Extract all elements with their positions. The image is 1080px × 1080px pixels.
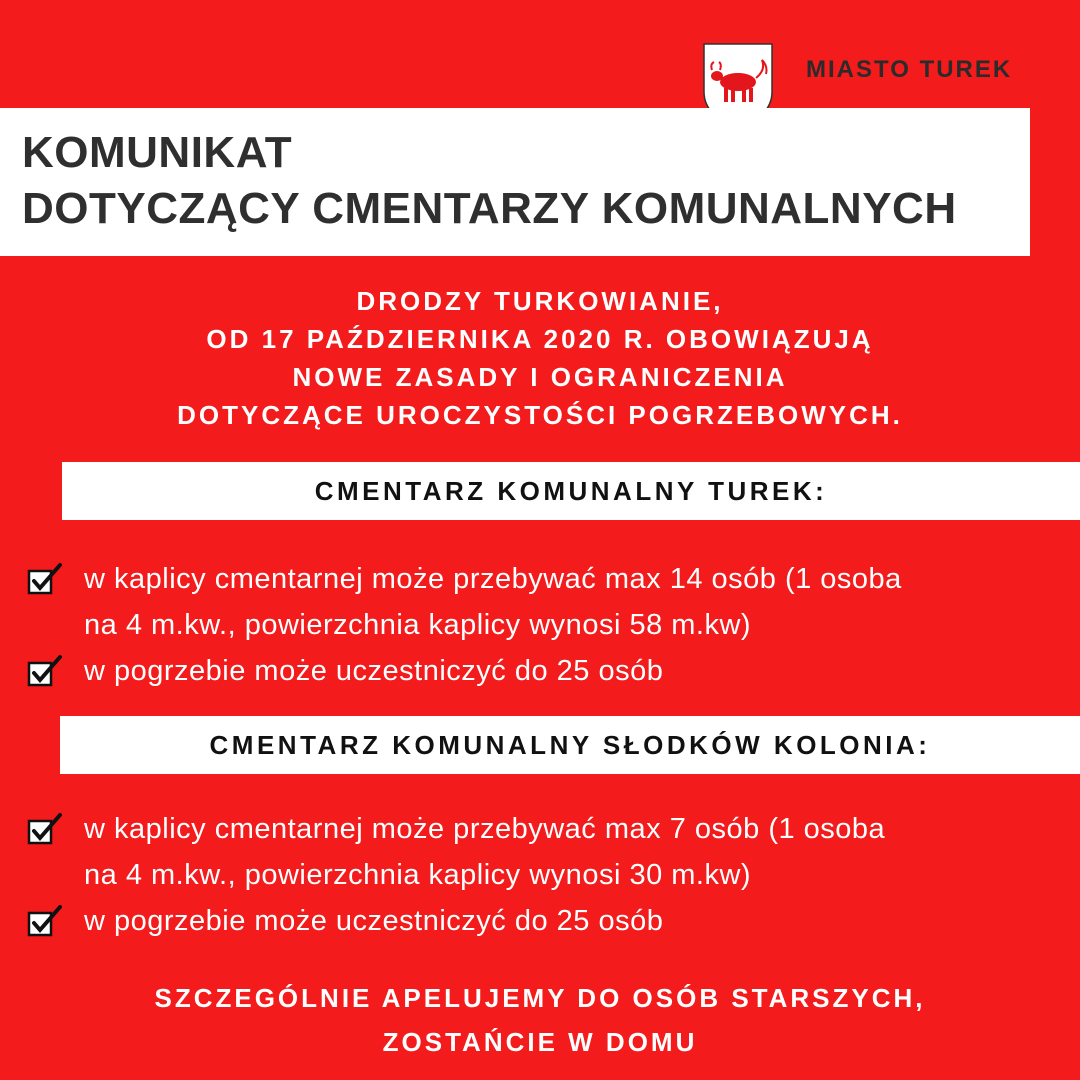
section-heading-turek: CMENTARZ KOMUNALNY TUREK: — [62, 462, 1080, 520]
list-item-text: w pogrzebie może uczestniczyć do 25 osób — [84, 905, 664, 937]
list-item-text: na 4 m.kw., powierzchnia kaplicy wynosi 58 m.kw) — [84, 609, 752, 641]
page-subtitle: DOTYCZĄCY CMENTARZY KOMUNALNYCH — [22, 184, 957, 233]
footer-appeal — [0, 976, 1080, 1064]
list-item — [0, 648, 1080, 694]
checkbox-checked-icon — [26, 562, 66, 596]
list-item — [0, 806, 1080, 898]
intro-line: NOWE ZASADY I OGRANICZENIA — [292, 362, 788, 392]
title-box — [0, 108, 1030, 256]
list-item — [0, 556, 1080, 648]
list-item — [0, 898, 1080, 944]
rules-list-turek — [0, 556, 1080, 694]
list-item-text: w kaplicy cmentarnej może przebywać max 7 osób (1 osoba — [84, 813, 886, 845]
intro-line: OD 17 PAŹDZIERNIKA 2020 R. OBOWIĄZUJĄ — [206, 324, 874, 354]
section-heading-slodkow: CMENTARZ KOMUNALNY SŁODKÓW KOLONIA: — [60, 716, 1080, 774]
page-title: KOMUNIKAT — [22, 128, 293, 177]
footer-line: SZCZEGÓLNIE APELUJEMY DO OSÓB STARSZYCH, — [154, 983, 926, 1013]
list-item-text: na 4 m.kw., powierzchnia kaplicy wynosi 30 m.kw) — [84, 859, 752, 891]
brand-name: MIASTO TUREK — [806, 56, 1013, 83]
footer-line: ZOSTAŃCIE W DOMU — [382, 1027, 698, 1057]
checkbox-checked-icon — [26, 812, 66, 846]
rules-list-slodkow — [0, 806, 1080, 944]
intro-text — [0, 282, 1080, 434]
list-item-text: w pogrzebie może uczestniczyć do 25 osób — [84, 655, 664, 687]
intro-line: DOTYCZĄCE UROCZYSTOŚCI POGRZEBOWYCH. — [177, 400, 903, 430]
list-item-text: w kaplicy cmentarnej może przebywać max 14 osób (1 osoba — [84, 563, 902, 595]
intro-line: DRODZY TURKOWIANIE, — [356, 286, 724, 316]
checkbox-checked-icon — [26, 654, 66, 688]
checkbox-checked-icon — [26, 904, 66, 938]
